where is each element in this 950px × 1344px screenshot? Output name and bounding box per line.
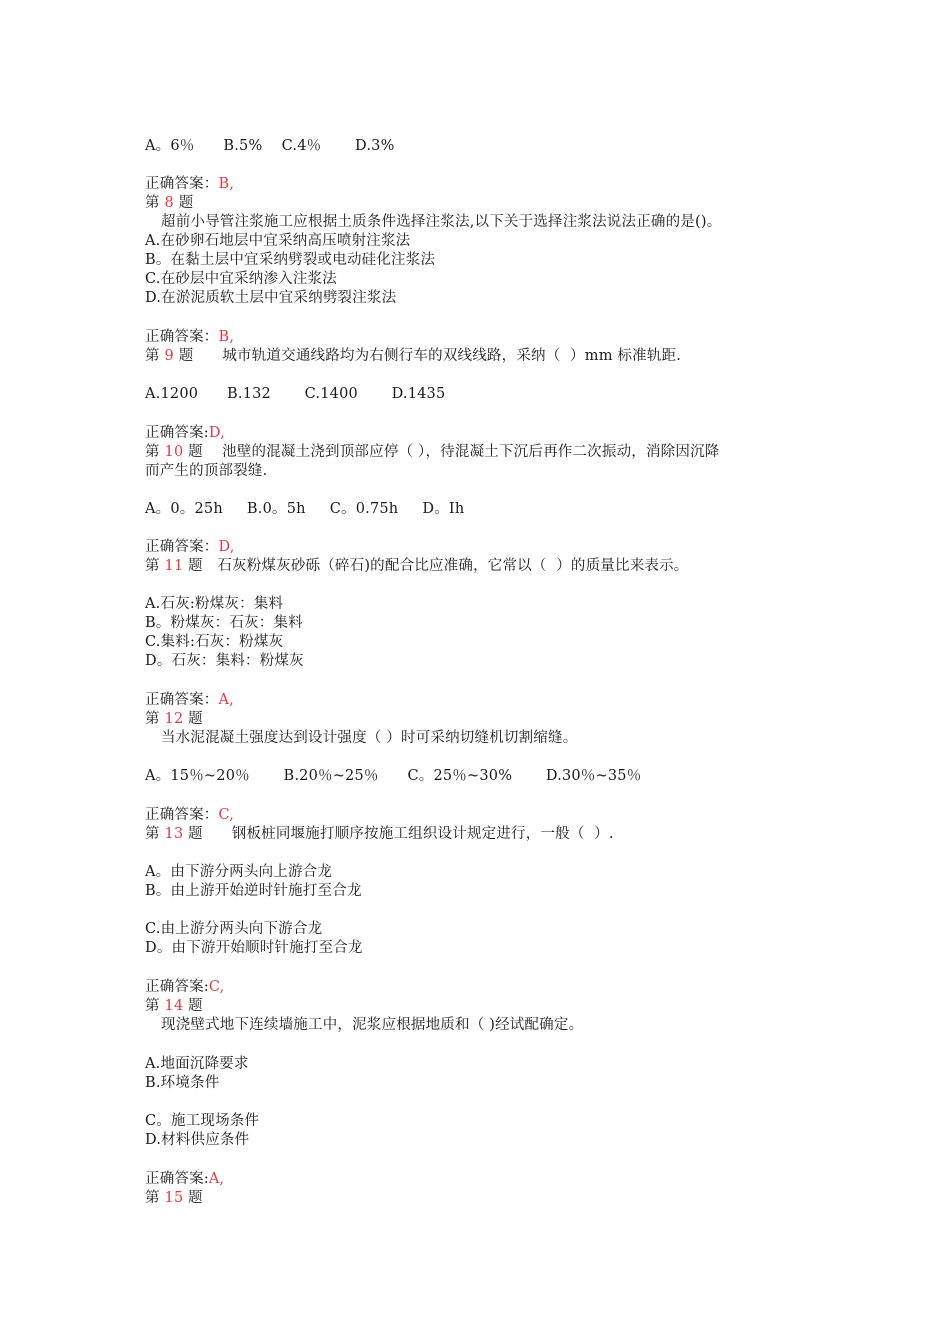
q13-option-d: D。由下游开始顺时针施打至合龙 bbox=[145, 940, 363, 956]
q14-option-b: B.环境条件 bbox=[145, 1075, 220, 1091]
question-prefix: 第 bbox=[145, 444, 165, 460]
q14-option-a: A.地面沉降要求 bbox=[145, 1056, 249, 1072]
answer-value: A, bbox=[208, 1171, 225, 1187]
question-prefix: 第 bbox=[145, 195, 165, 211]
question-number: 9 bbox=[164, 348, 174, 364]
q11-number-line bbox=[145, 557, 689, 576]
question-suffix: 题 bbox=[183, 1190, 203, 1206]
q11-option-c: C.集料:石灰：粉煤灰 bbox=[145, 634, 284, 650]
q9-options: A.1200 B.132 C.1400 D.1435 bbox=[145, 386, 446, 402]
answer-value: D, bbox=[218, 539, 235, 555]
answer-value: C, bbox=[208, 979, 225, 995]
question-number: 8 bbox=[164, 195, 174, 211]
question-number: 15 bbox=[164, 1190, 184, 1206]
q14-option-d: D.材料供应条件 bbox=[145, 1132, 250, 1148]
q13-answer-line bbox=[145, 806, 234, 825]
answer-value: C, bbox=[218, 807, 235, 823]
question-prefix: 第 bbox=[145, 711, 165, 727]
q8-number-line bbox=[145, 194, 193, 213]
q13-option-a: A。由下游分两头向上游合龙 bbox=[145, 864, 333, 880]
q8-option-b: B。在黏土层中宜采纳劈裂或电动硅化注浆法 bbox=[145, 252, 436, 268]
q9-stem: 城市轨道交通线路均为右侧行车的双线线路，采纳（ ）mm 标准轨距. bbox=[193, 348, 682, 364]
answer-label: 正确答案： bbox=[145, 539, 219, 555]
q15-answer-line bbox=[145, 1170, 224, 1189]
q13-option-b: B。由上游开始逆时针施打至合龙 bbox=[145, 883, 362, 899]
question-number: 11 bbox=[164, 558, 184, 574]
q14-option-c: C。施工现场条件 bbox=[145, 1113, 260, 1129]
q10-stem-line-1: 池壁的混凝土浇到顶部应停（ ），待混凝土下沉后再作二次振动，消除因沉降 bbox=[202, 444, 720, 460]
question-suffix: 题 bbox=[173, 348, 194, 364]
q10-options: A。0。25h B.0。5h C。0.75h D。Ih bbox=[145, 501, 465, 517]
question-prefix: 第 bbox=[145, 1190, 165, 1206]
q12-number-line bbox=[145, 710, 203, 729]
q13-number-line bbox=[145, 825, 614, 844]
q14-number-line bbox=[145, 997, 203, 1016]
q8-option-a: A.在砂卵石地层中宜采纳高压喷射注浆法 bbox=[145, 233, 411, 249]
q10-number-line bbox=[145, 443, 719, 462]
question-suffix: 题 bbox=[183, 444, 203, 460]
q11-option-d: D。石灰：集料：粉煤灰 bbox=[145, 653, 304, 669]
q11-option-a: A.石灰:粉煤灰：集料 bbox=[145, 596, 284, 612]
q14-answer-line bbox=[145, 978, 224, 997]
question-number: 10 bbox=[164, 444, 184, 460]
question-prefix: 第 bbox=[145, 348, 165, 364]
q12-answer-line bbox=[145, 691, 234, 710]
q11-option-b: B。粉煤灰：石灰：集料 bbox=[145, 615, 303, 631]
q12-options: A。15％~20％ B.20％~25％ C。25％~30% D.30％~35％ bbox=[145, 768, 642, 784]
answer-label: 正确答案： bbox=[145, 329, 219, 345]
question-number: 13 bbox=[164, 826, 184, 842]
question-suffix: 题 bbox=[183, 711, 203, 727]
answer-label: 正确答案： bbox=[145, 692, 219, 708]
q8-answer-line bbox=[145, 175, 234, 194]
question-prefix: 第 bbox=[145, 558, 165, 574]
answer-label: 正确答案： bbox=[145, 176, 219, 192]
answer-value: B, bbox=[218, 329, 235, 345]
answer-value: A, bbox=[218, 692, 234, 708]
question-number: 12 bbox=[164, 711, 184, 727]
q13-stem: 钢板桩同堰施打顺序按施工组织设计规定进行，一般（ ）. bbox=[202, 826, 614, 842]
q14-stem: 现浇壁式地下连续墙施工中，泥浆应根据地质和（ )经试配确定。 bbox=[161, 1017, 584, 1033]
q9-answer-line bbox=[145, 328, 234, 347]
q10-answer-line bbox=[145, 424, 225, 443]
q9-number-line bbox=[145, 347, 681, 366]
q11-stem: 石灰粉煤灰砂砾（碎石)的配合比应准确，它常以（ ）的质量比来表示。 bbox=[202, 558, 689, 574]
answer-label: 正确答案: bbox=[145, 1171, 209, 1187]
q7-options: A。6％ B.5% C.4％ D.3% bbox=[145, 138, 395, 154]
answer-label: 正确答案: bbox=[145, 425, 209, 441]
question-suffix: 题 bbox=[183, 558, 203, 574]
question-suffix: 题 bbox=[173, 195, 194, 211]
q8-stem: 超前小导管注浆施工应根据土质条件选择注浆法,以下关于选择注浆法说法正确的是()。 bbox=[161, 214, 722, 230]
answer-label: 正确答案： bbox=[145, 807, 219, 823]
q8-option-d: D.在淤泥质软土层中宜采纳劈裂注浆法 bbox=[145, 290, 397, 306]
q12-stem: 当水泥混凝土强度达到设计强度（ ）时可采纳切缝机切割缩缝。 bbox=[161, 730, 578, 746]
q11-answer-line bbox=[145, 538, 235, 557]
question-prefix: 第 bbox=[145, 998, 165, 1014]
q10-stem-line-2: 而产生的顶部裂缝. bbox=[145, 463, 268, 479]
q8-option-c: C.在砂层中宜采纳渗入注浆法 bbox=[145, 271, 337, 287]
question-suffix: 题 bbox=[183, 998, 203, 1014]
question-number: 14 bbox=[164, 998, 184, 1014]
answer-value: D, bbox=[208, 425, 226, 441]
question-prefix: 第 bbox=[145, 826, 165, 842]
question-suffix: 题 bbox=[183, 826, 203, 842]
q15-number-line bbox=[145, 1189, 203, 1208]
answer-value: B, bbox=[218, 176, 235, 192]
q13-option-c: C.由上游分两头向下游合龙 bbox=[145, 921, 323, 937]
answer-label: 正确答案: bbox=[145, 979, 209, 995]
